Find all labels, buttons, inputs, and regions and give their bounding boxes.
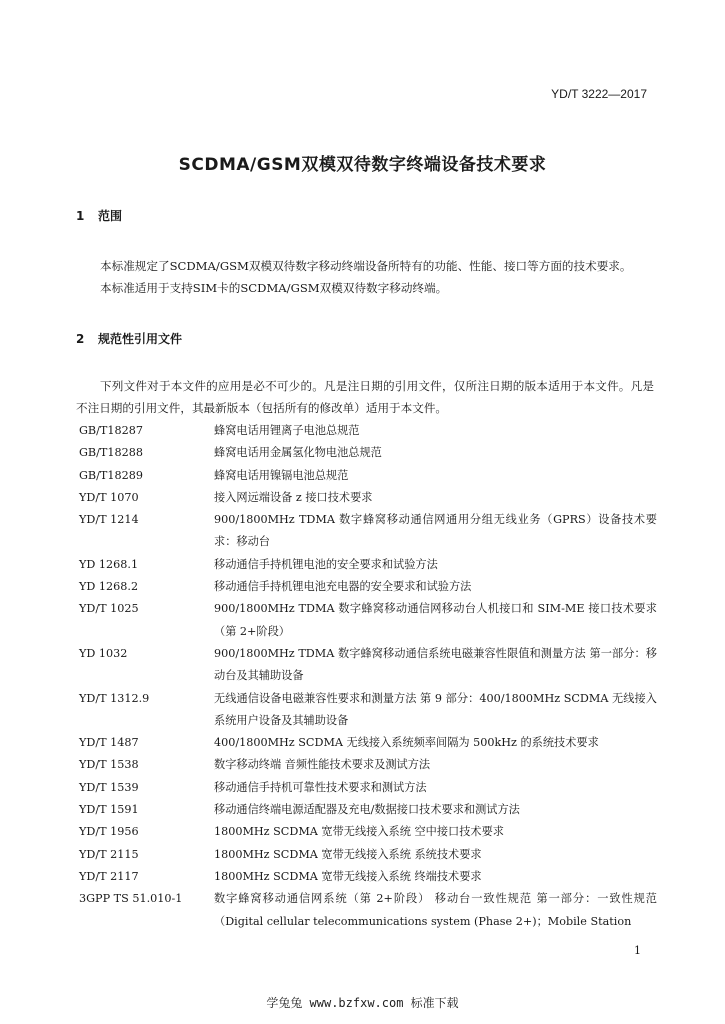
reference-code: YD/T 1214 (79, 513, 139, 527)
reference-row (79, 866, 657, 888)
reference-row (79, 799, 657, 821)
reference-row (79, 732, 657, 754)
reference-code: YD 1032 (79, 646, 128, 660)
reference-title: 900/1800MHz TDMA 数字蜂窝移动通信系统电磁兼容性限值和测量方法 第一部分：移动台及其辅助设备 (214, 646, 657, 683)
reference-code: YD 1268.1 (79, 557, 139, 571)
reference-code: YD/T 1025 (79, 602, 139, 616)
scope-paragraph-2: 本标准适用于支持SIM卡的SCDMA/GSM双模双待数字移动终端。 (100, 281, 448, 295)
reference-title: 接入网远端设备 z 接口技术要求 (214, 490, 373, 504)
reference-title: 1800MHz SCDMA 宽带无线接入系统 系统技术要求 (214, 847, 482, 861)
reference-code: YD/T 1956 (79, 825, 139, 839)
reference-title: 移动通信手持机可靠性技术要求和测试方法 (214, 780, 427, 794)
reference-code: YD/T 1070 (79, 490, 139, 504)
reference-row (79, 576, 657, 598)
reference-list (79, 420, 657, 933)
section-2-heading (76, 330, 182, 347)
site-watermark: 学兔兔 www.bzfxw.com 标准下载 (266, 996, 459, 1010)
reference-code: YD/T 1312.9 (79, 691, 150, 705)
reference-code: YD 1268.2 (79, 580, 139, 594)
reference-row (79, 643, 657, 688)
reference-row (79, 777, 657, 799)
references-intro: 下列文件对于本文件的应用是必不可少的。凡是注日期的引用文件，仅所注日期的版本适用于本文件。凡是不注日期的引用文件，其最新版本（包括所有的修改单）适用于本文件。 (76, 379, 654, 415)
reference-row (79, 844, 657, 866)
page-number: 1 (634, 944, 641, 957)
section-1-title: 范围 (98, 209, 123, 223)
reference-row (79, 598, 657, 643)
reference-title: 数字移动终端 音频性能技术要求及测试方法 (214, 758, 431, 772)
reference-title: 移动通信手持机锂电池充电器的安全要求和试验方法 (214, 580, 472, 594)
reference-row (79, 821, 657, 843)
section-1-heading (76, 207, 122, 224)
reference-title: 蜂窝电话用金属氢化物电池总规范 (214, 446, 382, 460)
reference-row (79, 420, 657, 442)
reference-row (79, 487, 657, 509)
reference-code: YD/T 1487 (79, 736, 139, 750)
scope-paragraph-1: 本标准规定了SCDMA/GSM双模双待数字移动终端设备所特有的功能、性能、接口等方面的技术要求。 (100, 259, 632, 273)
reference-row (79, 688, 657, 733)
reference-title: 移动通信手持机锂电池的安全要求和试验方法 (214, 557, 438, 571)
reference-code: YD/T 1591 (79, 803, 139, 817)
reference-title: 900/1800MHz TDMA 数字蜂窝移动通信网移动台人机接口和 SIM-ME 接口技术要求（第 2+阶段） (214, 602, 657, 638)
reference-row (79, 442, 657, 464)
reference-row (79, 554, 657, 576)
section-2-title: 规范性引用文件 (98, 332, 183, 346)
reference-title: 400/1800MHz SCDMA 无线接入系统频率间隔为 500kHz 的系统技术要求 (214, 736, 599, 750)
reference-code: YD/T 2117 (79, 869, 139, 883)
reference-row (79, 888, 657, 933)
reference-title: 1800MHz SCDMA 宽带无线接入系统 空中接口技术要求 (214, 825, 504, 839)
reference-code: YD/T 1538 (79, 758, 139, 772)
reference-row (79, 509, 657, 554)
reference-title: 蜂窝电话用镍镉电池总规范 (214, 468, 349, 482)
reference-title: 1800MHz SCDMA 宽带无线接入系统 终端技术要求 (214, 869, 482, 883)
reference-title: 无线通信设备电磁兼容性要求和测量方法 第 9 部分：400/1800MHz SCDMA 无线接入系统用户设备及其辅助设备 (214, 691, 657, 727)
reference-row (79, 754, 657, 776)
reference-code: GB/T18289 (79, 468, 143, 482)
document-title: SCDMA/GSM双模双待数字终端设备技术要求 (178, 155, 547, 175)
reference-title: 数字蜂窝移动通信网系统（第 2+阶段） 移动台一致性规范 第一部分：一致性规范（Digital cellular telecommunications system (Phase 2+)；Mobile Station (214, 892, 657, 928)
reference-code: GB/T18287 (79, 424, 143, 437)
section-1-number: 1 (76, 209, 85, 223)
reference-title: 900/1800MHz TDMA 数字蜂窝移动通信网通用分组无线业务（GPRS）设备技术要求：移动台 (214, 513, 657, 549)
reference-code: 3GPP TS 51.010-1 (79, 892, 183, 906)
reference-code: GB/T18288 (79, 446, 143, 460)
reference-title: 蜂窝电话用锂离子电池总规范 (214, 424, 360, 437)
reference-title: 移动通信终端电源适配器及充电/数据接口技术要求和测试方法 (214, 803, 520, 817)
reference-row (79, 465, 657, 487)
reference-code: YD/T 1539 (79, 780, 139, 794)
reference-code: YD/T 2115 (79, 847, 139, 861)
section-2-number: 2 (76, 332, 85, 346)
standard-code: YD/T 3222—2017 (551, 87, 647, 101)
